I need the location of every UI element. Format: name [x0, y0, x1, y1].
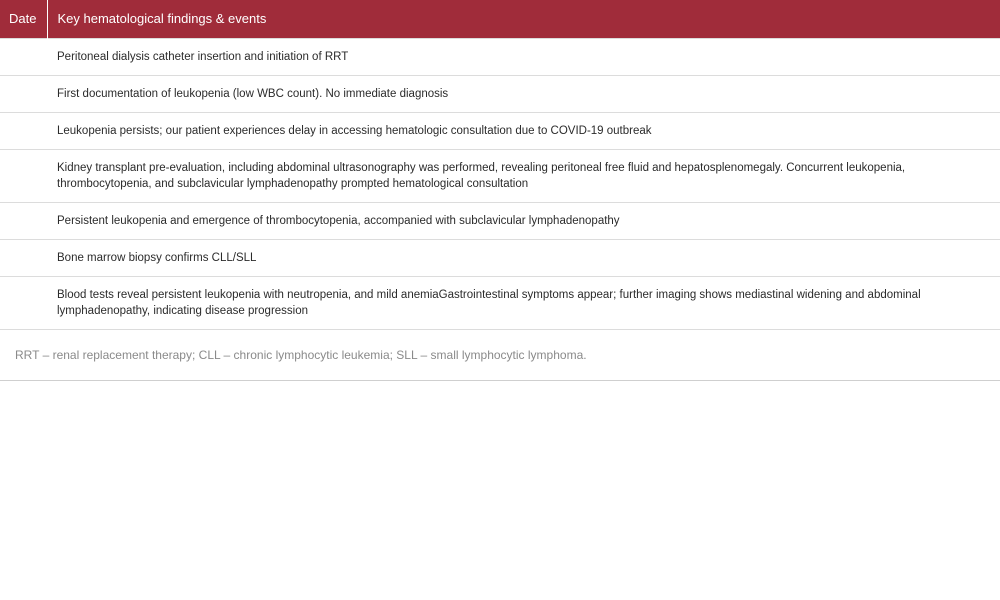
table-header [0, 0, 1000, 38]
table-row [0, 38, 1000, 75]
cell-event: Kidney transplant pre-evaluation, including abdominal ultrasonography was performed, revealing peritoneal free fluid and hepatosplenomegaly. Concurrent leukopenia, thrombocytopenia, and subclavicular lymphadenopathy prompted hematological consultation [47, 149, 1000, 202]
cell-date [0, 276, 47, 329]
table-row [0, 202, 1000, 239]
cell-event: Persistent leukopenia and emergence of thrombocytopenia, accompanied with subclavicular lymphadenopathy [47, 202, 1000, 239]
cell-event: Bone marrow biopsy confirms CLL/SLL [47, 239, 1000, 276]
column-header-date: Date [0, 0, 47, 38]
cell-event: Blood tests reveal persistent leukopenia with neutropenia, and mild anemiaGastrointestinal symptoms appear; further imaging shows mediastinal widening and abdominal lymphadenopathy, indicating disease progression [47, 276, 1000, 329]
cell-date [0, 239, 47, 276]
cell-date [0, 38, 47, 75]
table-row [0, 239, 1000, 276]
cell-date [0, 202, 47, 239]
cell-event: Peritoneal dialysis catheter insertion and initiation of RRT [47, 38, 1000, 75]
cell-date [0, 149, 47, 202]
header-row [0, 0, 1000, 38]
column-header-event: Key hematological findings & events [57, 11, 267, 27]
cell-event: Leukopenia persists; our patient experiences delay in accessing hematologic consultation due to COVID-19 outbreak [47, 112, 1000, 149]
table-row [0, 149, 1000, 202]
table-row [0, 75, 1000, 112]
cell-date [0, 75, 47, 112]
cell-event: First documentation of leukopenia (low WBC count). No immediate diagnosis [47, 75, 1000, 112]
table-row [0, 112, 1000, 149]
cell-date [0, 112, 47, 149]
table-footnote: RRT – renal replacement therapy; CLL – chronic lymphocytic leukemia; SLL – small lymphocytic lymphoma. [0, 330, 1000, 381]
table-row [0, 276, 1000, 329]
table-body [0, 38, 1000, 329]
